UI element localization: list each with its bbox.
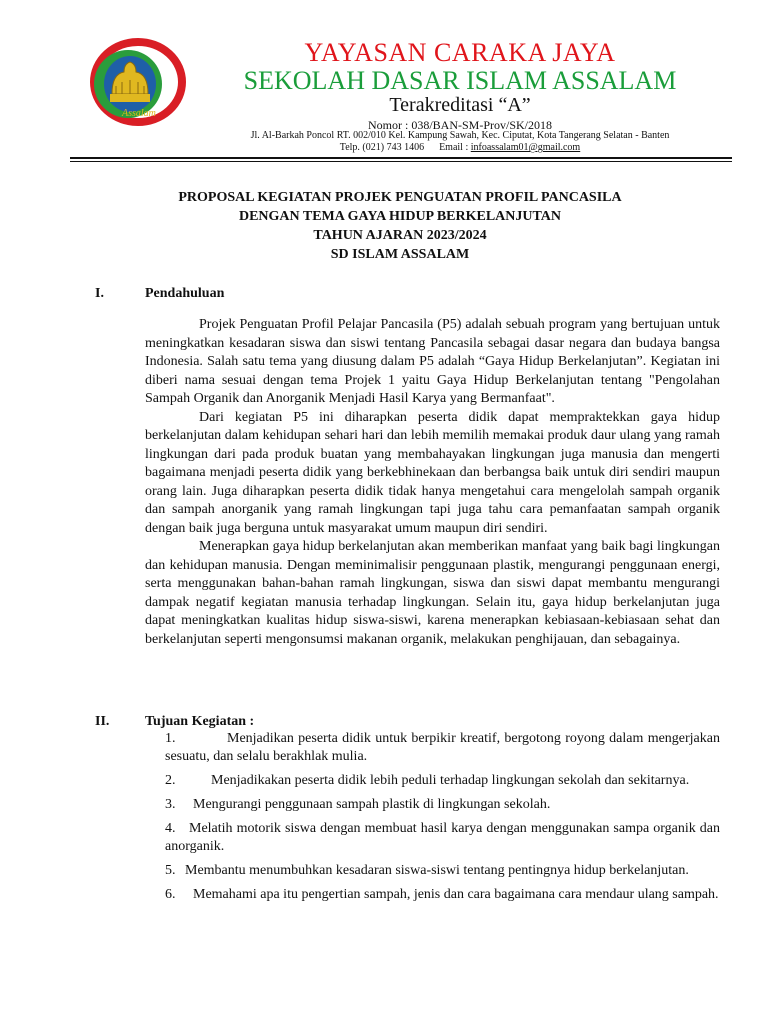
title-line-4: SD ISLAM ASSALAM (330, 247, 470, 262)
accreditation-number: Nomor : 038/BAN-SM-Prov/SK/2018 (367, 118, 552, 132)
section-1-heading: Pendahuluan (145, 286, 225, 301)
paragraph: Projek Penguatan Profil Pelajar Pancasila (P5) adalah sebuah program yang bertujuan untuk meningkatkan kesadaran siswa dan siswi tentang Pancasila sebagai dasar negara dan budaya bangsa Indonesia. Salah satu tema yang diusung dalam P5 adalah “Gaya Hidup Berkelanjutan”. Kegiatan ini diberi nama sesuai dengan tema Projek 1 yaitu Gaya Hidup Berkelanjutan tentang "Pengolahan Sampah Organik dan Anorganik Menjadi Hasil Karya yang Bermanfaat". (145, 317, 720, 406)
accreditation: Terakreditasi “A” (389, 94, 531, 116)
title-line-1: PROPOSAL KEGIATAN PROJEK PENGUATAN PROFIL PANCASILA (178, 190, 622, 205)
title-line-2: DENGAN TEMA GAYA HIDUP BERKELANJUTAN (238, 209, 562, 224)
objectives-list (165, 730, 720, 910)
school-name: SEKOLAH DASAR ISLAM ASSALAM (243, 66, 677, 95)
list-item (165, 796, 720, 814)
telephone: Telp. (021) 743 1406 (339, 142, 425, 153)
item-text: Membantu menumbuhkan kesadaran siswa-siswi tentang pentingnya hidup berkelanjutan. (185, 863, 689, 878)
school-address: Jl. Al-Barkah Poncol RT. 002/010 Kel. Kampung Sawah, Kec. Ciputat, Kota Tangerang Selatan - Banten (250, 130, 670, 141)
item-number: 5. (165, 863, 176, 878)
item-text: Mengurangi penggunaan sampah plastik di lingkungan sekolah. (193, 797, 551, 812)
header-rule-thick (70, 157, 732, 159)
proposal-title (40, 188, 760, 264)
header-rule-thin (70, 161, 732, 162)
item-number: 1. (165, 731, 176, 746)
foundation-name: YAYASAN CARAKA JAYA (304, 38, 616, 67)
list-item (165, 820, 720, 856)
section-1-number: I. (95, 286, 104, 301)
item-number: 6. (165, 887, 176, 902)
paragraph: Dari kegiatan P5 ini diharapkan peserta didik dapat mempraktekkan gaya hidup berkelanjutan dalam kehidupan sehari hari dan lebih memilih memakai produk daur ulang yang ramah lingkungan dari pada produk buatan yang membahayakan lingkungan juga manusia dan mengerti bagaimana menjadi peserta didik yang berkebhinekaan dan berbangsa baik untuk diri sendiri maupun orang lain. Juga diharapkan peserta didik tidak hanya mengetahui cara mengelolah sampah organik dan sampah anorganik yang ramah lingkungan tapi juga tahu cara pemanfaatan sampah organik dengan baik juga berguna untuk masyarakat umum maupun diri sendiri. (145, 409, 720, 536)
list-item (165, 772, 720, 790)
email-label: Email : (439, 142, 469, 153)
section-2-heading: Tujuan Kegiatan : (145, 714, 255, 729)
item-text: Menjadikakan peserta didik lebih peduli terhadap lingkungan sekolah dan sekitarnya. (211, 773, 690, 788)
item-text: Melatih motorik siswa dengan membuat hasil karya dengan menggunakan sampa organik dan anorganik. (165, 821, 720, 854)
paragraph: Menerapkan gaya hidup berkelanjutan akan memberikan manfaat yang baik bagi lingkungan dan kehidupan manusia. Dengan meminimalisir penggunaan plastik, mengurangi penggunaan energi, serta menggunakan bahan-bahan ramah lingkungan, siswa dan siswi dapat membantu mengurangi dampak negatif kegiatan manusia terhadap lingkungan. Selain itu, gaya hidup berkelanjutan juga dapat meningkatkan kualitas hidup siswa-siswi, karena menerapkan kebiasaan-kebiasaan sehat dan berkelanjutan seperti mengonsumsi makanan organik, melakukan penghijauan, dan sebagainya. (145, 539, 720, 647)
item-number: 2. (165, 773, 176, 788)
logo-text: Assalam (122, 108, 156, 119)
list-item (165, 730, 720, 766)
contact-line (200, 142, 720, 153)
item-number: 4. (165, 821, 176, 836)
email-link[interactable]: infoassalam01@gmail.com (470, 142, 581, 153)
list-item (165, 862, 720, 880)
school-logo (70, 36, 210, 126)
item-text: Menjadikan peserta didik untuk berpikir kreatif, bergotong royong dalam mengerjakan sesuatu, dan selalu berakhlak mulia. (165, 731, 720, 764)
title-line-3: TAHUN AJARAN 2023/2024 (313, 228, 487, 243)
mosque-logo-icon (70, 36, 210, 126)
list-item (165, 886, 720, 904)
section-1-body (145, 316, 720, 649)
item-text: Memahami apa itu pengertian sampah, jenis dan cara bagaimana cara mendaur ulang sampah. (193, 887, 719, 902)
section-2-number: II. (95, 714, 110, 729)
item-number: 3. (165, 797, 176, 812)
